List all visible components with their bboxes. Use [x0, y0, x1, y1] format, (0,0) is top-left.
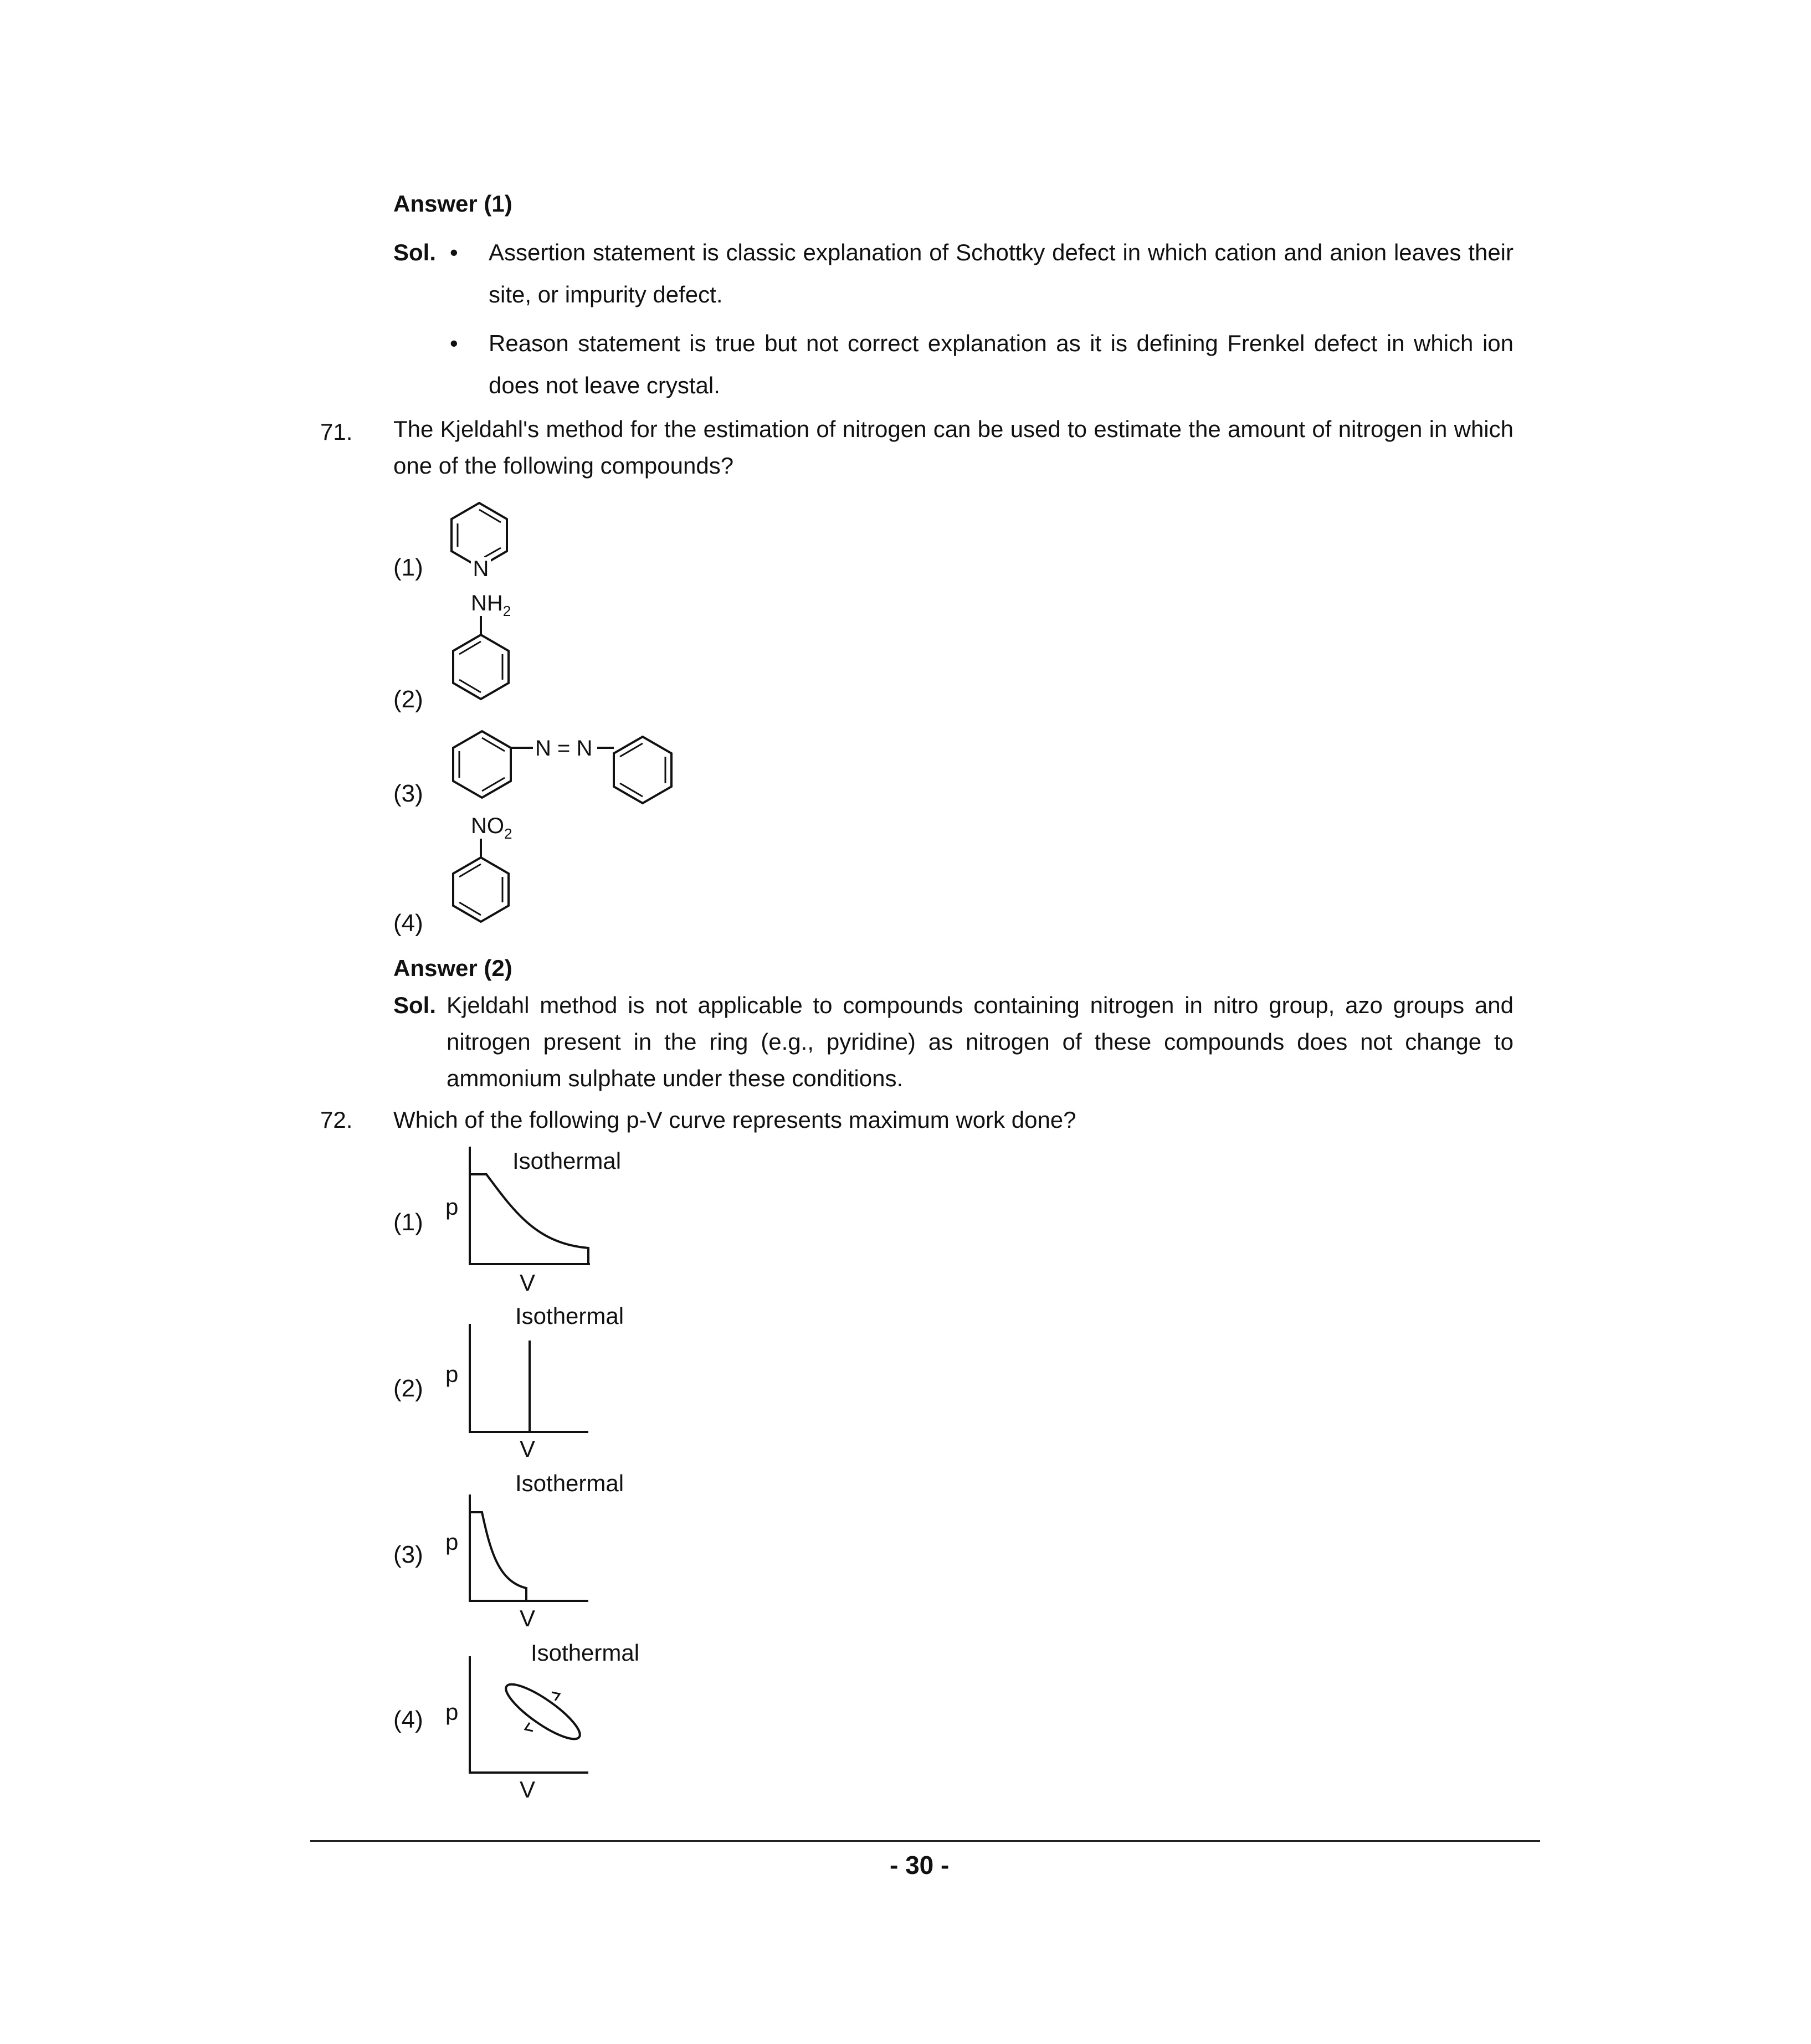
q70-point-2: Reason statement is true but not correct explanation as it is defining Frenkel defect in which ion does not leave crystal. [489, 330, 1514, 398]
q72-question: Which of the following p-V curve represents maximum work done? [393, 1107, 1076, 1133]
pv-graph-2 [438, 1296, 659, 1462]
nitrobenzene-icon [438, 810, 537, 932]
q70-bullet-2: • [450, 330, 458, 356]
graph-3-curve-label: Isothermal [515, 1470, 624, 1496]
q71-option-3-label: (3) [393, 780, 423, 807]
aniline-icon [438, 587, 537, 709]
q72-option-2-label: (2) [393, 1375, 423, 1402]
aniline-nh-label: $NH_2$ [471, 591, 511, 619]
page-number: - 30 - [890, 1851, 950, 1879]
graph-4-curve-label: Isothermal [531, 1640, 640, 1666]
graph-1-curve-label: Isothermal [512, 1148, 622, 1174]
graph-3-y-label: p [445, 1529, 459, 1555]
pyridine-n-atom: N [473, 557, 489, 581]
graph-4-arrow-bottom [525, 1723, 533, 1731]
q70-sol-label: Sol. [393, 239, 437, 265]
footer-rule [310, 1840, 1540, 1842]
pyridine-icon [438, 497, 526, 586]
graph-1-y-label: p [445, 1194, 459, 1220]
q71-option-2-label: (2) [393, 686, 423, 713]
q71-sol-label: Sol. [393, 992, 437, 1018]
graph-2-curve-label: Isothermal [515, 1303, 624, 1329]
graph-4-arrow-top [552, 1692, 560, 1701]
q71-number: 71. [320, 419, 353, 445]
q72-option-1-label: (1) [393, 1209, 423, 1236]
q71-sol-text: Kjeldahl method is not applicable to compounds containing nitrogen in nitro group, azo groups and nitrogen present in the ring (e.g., pyridine) as nitrogen of these compounds does not change to ammonium sulphate under these conditions. [447, 992, 1514, 1091]
graph-4-x-label: V [520, 1776, 536, 1802]
q72-option-3-label: (3) [393, 1541, 423, 1568]
graph-1-curve [470, 1174, 588, 1264]
q70-answer: Answer (1) [393, 191, 512, 217]
q71-option-4-label: (4) [393, 910, 423, 937]
graph-2-x-label: V [520, 1436, 536, 1462]
graph-4-cycle [500, 1676, 586, 1747]
graph-3-axes [470, 1495, 588, 1601]
pv-graph-1 [438, 1141, 659, 1307]
graph-3-curve [470, 1512, 526, 1601]
q70-point-1: Assertion statement is classic explanation of Schottky defect in which cation and anion leaves their site, or impurity defect. [489, 239, 1514, 307]
q72-number: 72. [320, 1107, 353, 1133]
graph-1-x-label: V [520, 1270, 536, 1296]
q72-option-4-label: (4) [393, 1706, 423, 1733]
nitro-no-label: $NO_2$ [471, 814, 512, 842]
graph-2-y-label: p [445, 1361, 459, 1387]
pv-graph-3 [438, 1462, 659, 1629]
pv-graph-4 [438, 1629, 670, 1806]
azo-link-label: N = N [535, 736, 593, 761]
azobenzene-icon [438, 720, 692, 820]
q71-option-1-label: (1) [393, 554, 423, 581]
q71-question: The Kjeldahl's method for the estimation of nitrogen can be used to estimate the amount of nitrogen in which one of the following compounds? [393, 416, 1514, 479]
graph-4-axes [470, 1656, 588, 1773]
q71-answer: Answer (2) [393, 955, 512, 981]
graph-4-y-label: p [445, 1699, 459, 1725]
q70-bullet-1: • [450, 239, 458, 265]
graph-3-x-label: V [520, 1605, 536, 1631]
